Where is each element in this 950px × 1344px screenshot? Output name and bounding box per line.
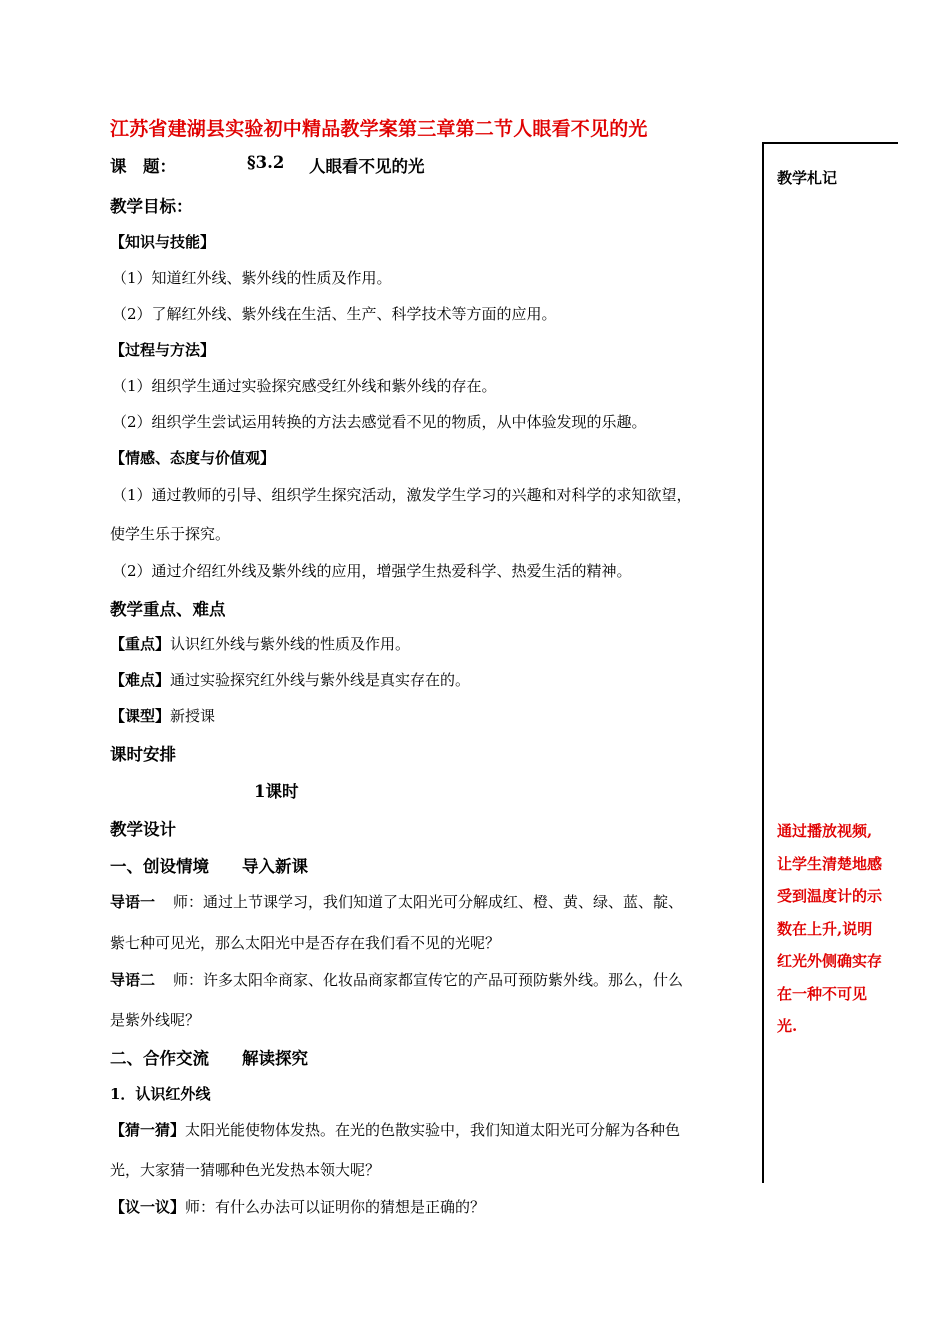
lesson-type [110,705,215,726]
side-note-line: 红光外侧确实存 [777,952,883,970]
side-note-line: 在一种不可见 [777,984,868,1003]
objectives-heading: 教学目标： [110,197,193,216]
side-note-line: 数在上升,说明 [777,919,873,938]
lesson-type-tag: 【课型】 [110,707,171,725]
key-point-text: 认识红外线与紫外线的性质及作用。 [170,635,411,653]
schedule-value: 1课时 [254,782,299,801]
intro-1-line-2: 紫七种可见光，那么太阳光中是否存在我们看不见的光呢？ [110,934,501,952]
intro-2-tag: 导语二 [110,971,156,989]
knowledge-item-1: （1）知道红外线、紫外线的性质及作用。 [112,269,392,287]
lesson-type-text: 新授课 [170,707,216,725]
emotion-item-1-line-2: 使学生乐于探究。 [110,525,231,543]
process-item-2: （2）组织学生尝试运用转换的方法去感觉看不见的物质，从中体验发现的乐趣。 [112,413,647,431]
discuss-line [110,1196,485,1217]
intro-1-tag: 导语一 [110,893,156,911]
guess-line-1 [110,1119,680,1140]
intro-2-line-2: 是紫外线呢？ [110,1011,201,1029]
knowledge-heading: 【知识与技能】 [110,233,216,251]
knowledge-item-2: （2）了解红外线、紫外线在生活、生产、科学技术等方面的应用。 [112,305,557,323]
part1-heading: 一、创设情境 导入新课 [110,857,308,876]
intro-2-line-1 [110,969,683,990]
process-item-1: （1）组织学生通过实验探究感受红外线和紫外线的存在。 [112,377,497,395]
difficulty-text: 通过实验探究红外线与紫外线是真实存在的。 [170,671,471,689]
process-heading: 【过程与方法】 [110,341,216,359]
topic-label: 课 题： [110,157,176,176]
design-heading: 教学设计 [110,820,176,839]
notes-column-top-border [762,142,898,144]
side-note-line: 受到温度计的示 [777,887,883,905]
intro-2-text-1: 师：许多太阳伞商家、化妆品商家都宣传它的产品可预防紫外线。那么，什么 [173,971,684,989]
side-note-line: 通过播放视频, [777,822,873,840]
discuss-text: 师：有什么办法可以证明你的猜想是正确的？ [185,1198,486,1216]
discuss-tag: 【议一议】 [110,1198,186,1216]
intro-1-text-1: 师：通过上节课学习，我们知道了太阳光可分解成红、橙、黄、绿、蓝、靛、 [173,893,684,911]
guess-tag: 【猜一猜】 [110,1121,186,1139]
key-heading: 教学重点、难点 [110,600,226,619]
emotion-heading: 【情感、态度与价值观】 [110,449,276,467]
side-note-line: 让学生清楚地感 [777,854,883,873]
side-note-line: 光. [777,1017,798,1035]
side-note [777,815,899,1043]
topic-section: §3.2 [247,153,285,172]
difficulty [110,669,470,690]
notes-column-header: 教学札记 [777,169,838,187]
key-point-tag: 【重点】 [110,635,171,653]
sub1-heading: 1．认识红外线 [110,1085,211,1103]
notes-column-divider [762,143,764,1183]
part2-heading: 二、合作交流 解读探究 [110,1049,308,1068]
schedule-heading: 课时安排 [110,745,176,764]
key-point [110,633,410,654]
emotion-item-2: （2）通过介绍红外线及紫外线的应用，增强学生热爱科学、热爱生活的精神。 [112,562,632,580]
guess-text-1: 太阳光能使物体发热。在光的色散实验中，我们知道太阳光可分解为各种色 [185,1121,681,1139]
intro-1-line-1 [110,891,683,912]
difficulty-tag: 【难点】 [110,671,171,689]
guess-line-2: 光，大家猜一猜哪种色光发热本领大呢？ [110,1161,381,1179]
emotion-item-1-line-1: （1）通过教师的引导、组织学生探究活动，激发学生学习的兴趣和对科学的求知欲望， [112,486,692,504]
topic-name: 人眼看不见的光 [309,157,425,176]
document-title: 江苏省建湖县实验初中精品教学案第三章第二节人眼看不见的光 [110,118,648,140]
